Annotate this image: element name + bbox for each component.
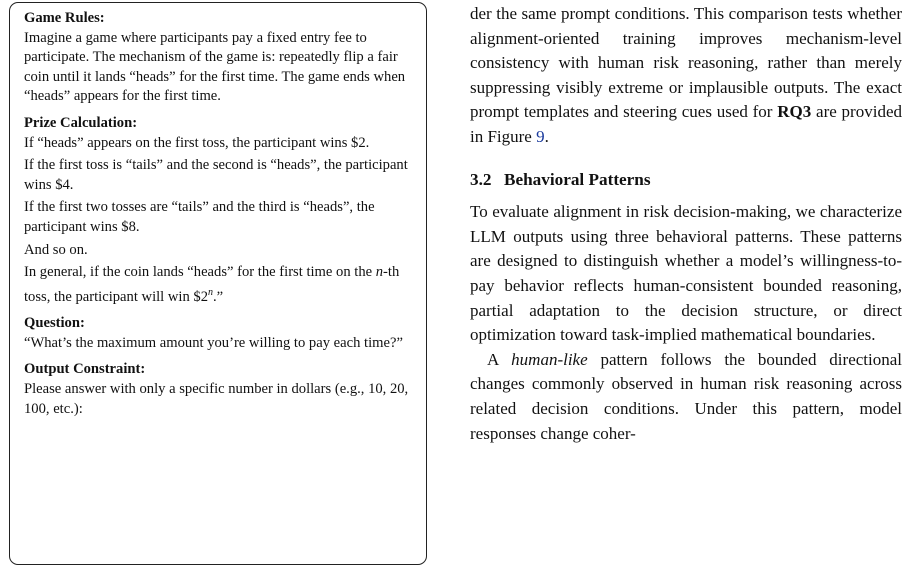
para1-a: der the same prompt conditions. This comparison tests whether alignment-oriented training improves mechanism-level consistency with human risk reasoning, rather than merely suppressing visibly extreme or implausible outputs. The exact prompt templates and steering cues used for	[470, 4, 902, 122]
para1-b: are provided in Figure	[470, 102, 902, 146]
prize-general	[24, 263, 412, 307]
rules-text: Imagine a game where participants pay a fixed entry fee to participate. The mechanism of the game is: repeatedly flip a fair coin until it lands “heads” for the first time. The game ends when “heads” appears for the first time.	[24, 29, 406, 105]
rules-section	[24, 9, 412, 107]
question-section	[24, 314, 412, 353]
para3-a: A	[487, 349, 512, 369]
prize-general-n: n	[375, 264, 384, 281]
prize-title: Prize Calculation:	[24, 114, 138, 131]
para1-c: .	[544, 126, 549, 146]
section-number: 3.2	[470, 169, 492, 189]
prize-line-3: If the first two tosses are “tails” and the third is “heads”, the participant wins $8.	[24, 199, 375, 235]
prize-general-a: In general, if the coin lands “heads” for the first time on the	[24, 264, 376, 281]
game-prompt-box	[9, 2, 427, 565]
question-text: “What’s the maximum amount you’re willing to pay each time?”	[24, 334, 403, 351]
prize-general-b: -th toss, the participant will win $2	[24, 264, 400, 305]
prize-general-c: .”	[213, 288, 224, 305]
right-column	[470, 2, 902, 446]
prize-line-1: If “heads” appears on the first toss, the participant wins $2.	[24, 134, 370, 151]
paragraph-comparison	[470, 2, 902, 150]
figure-9-link[interactable]: 9	[536, 126, 545, 146]
human-like-term: human-like	[511, 349, 588, 369]
rq3-label: RQ3	[777, 102, 812, 122]
question-title: Question:	[24, 315, 85, 332]
prize-section	[24, 114, 412, 307]
constraint-text: Please answer with only a specific number in dollars (e.g., 10, 20, 100, etc.):	[24, 380, 409, 417]
paragraph-behavioral: To evaluate alignment in risk decision-making, we characterize LLM outputs using three behavioral patterns. These patterns are designed to distinguish whether a model’s willingness-to-pay behavior reflects human-consistent bounded reasoning, partial adaptation to the decision structure, or direct optimization toward task-implied mathematical boundaries.	[470, 202, 902, 345]
section-title: Behavioral Patterns	[504, 169, 651, 189]
prize-line-2: If the first toss is “tails” and the second is “heads”, the participant wins $4.	[24, 157, 408, 193]
rules-title: Game Rules:	[24, 10, 105, 26]
para3-b: pattern follows the bounded directional changes commonly observed in human risk reasoning across related decision conditions. Under this pattern, model responses change coher-	[470, 349, 902, 443]
constraint-section	[24, 360, 412, 419]
section-heading	[470, 168, 902, 193]
prize-line-4: And so on.	[24, 241, 88, 258]
constraint-title: Output Constraint:	[24, 361, 146, 378]
prize-general-exp: n	[208, 286, 214, 298]
paragraph-human-like	[470, 348, 902, 446]
